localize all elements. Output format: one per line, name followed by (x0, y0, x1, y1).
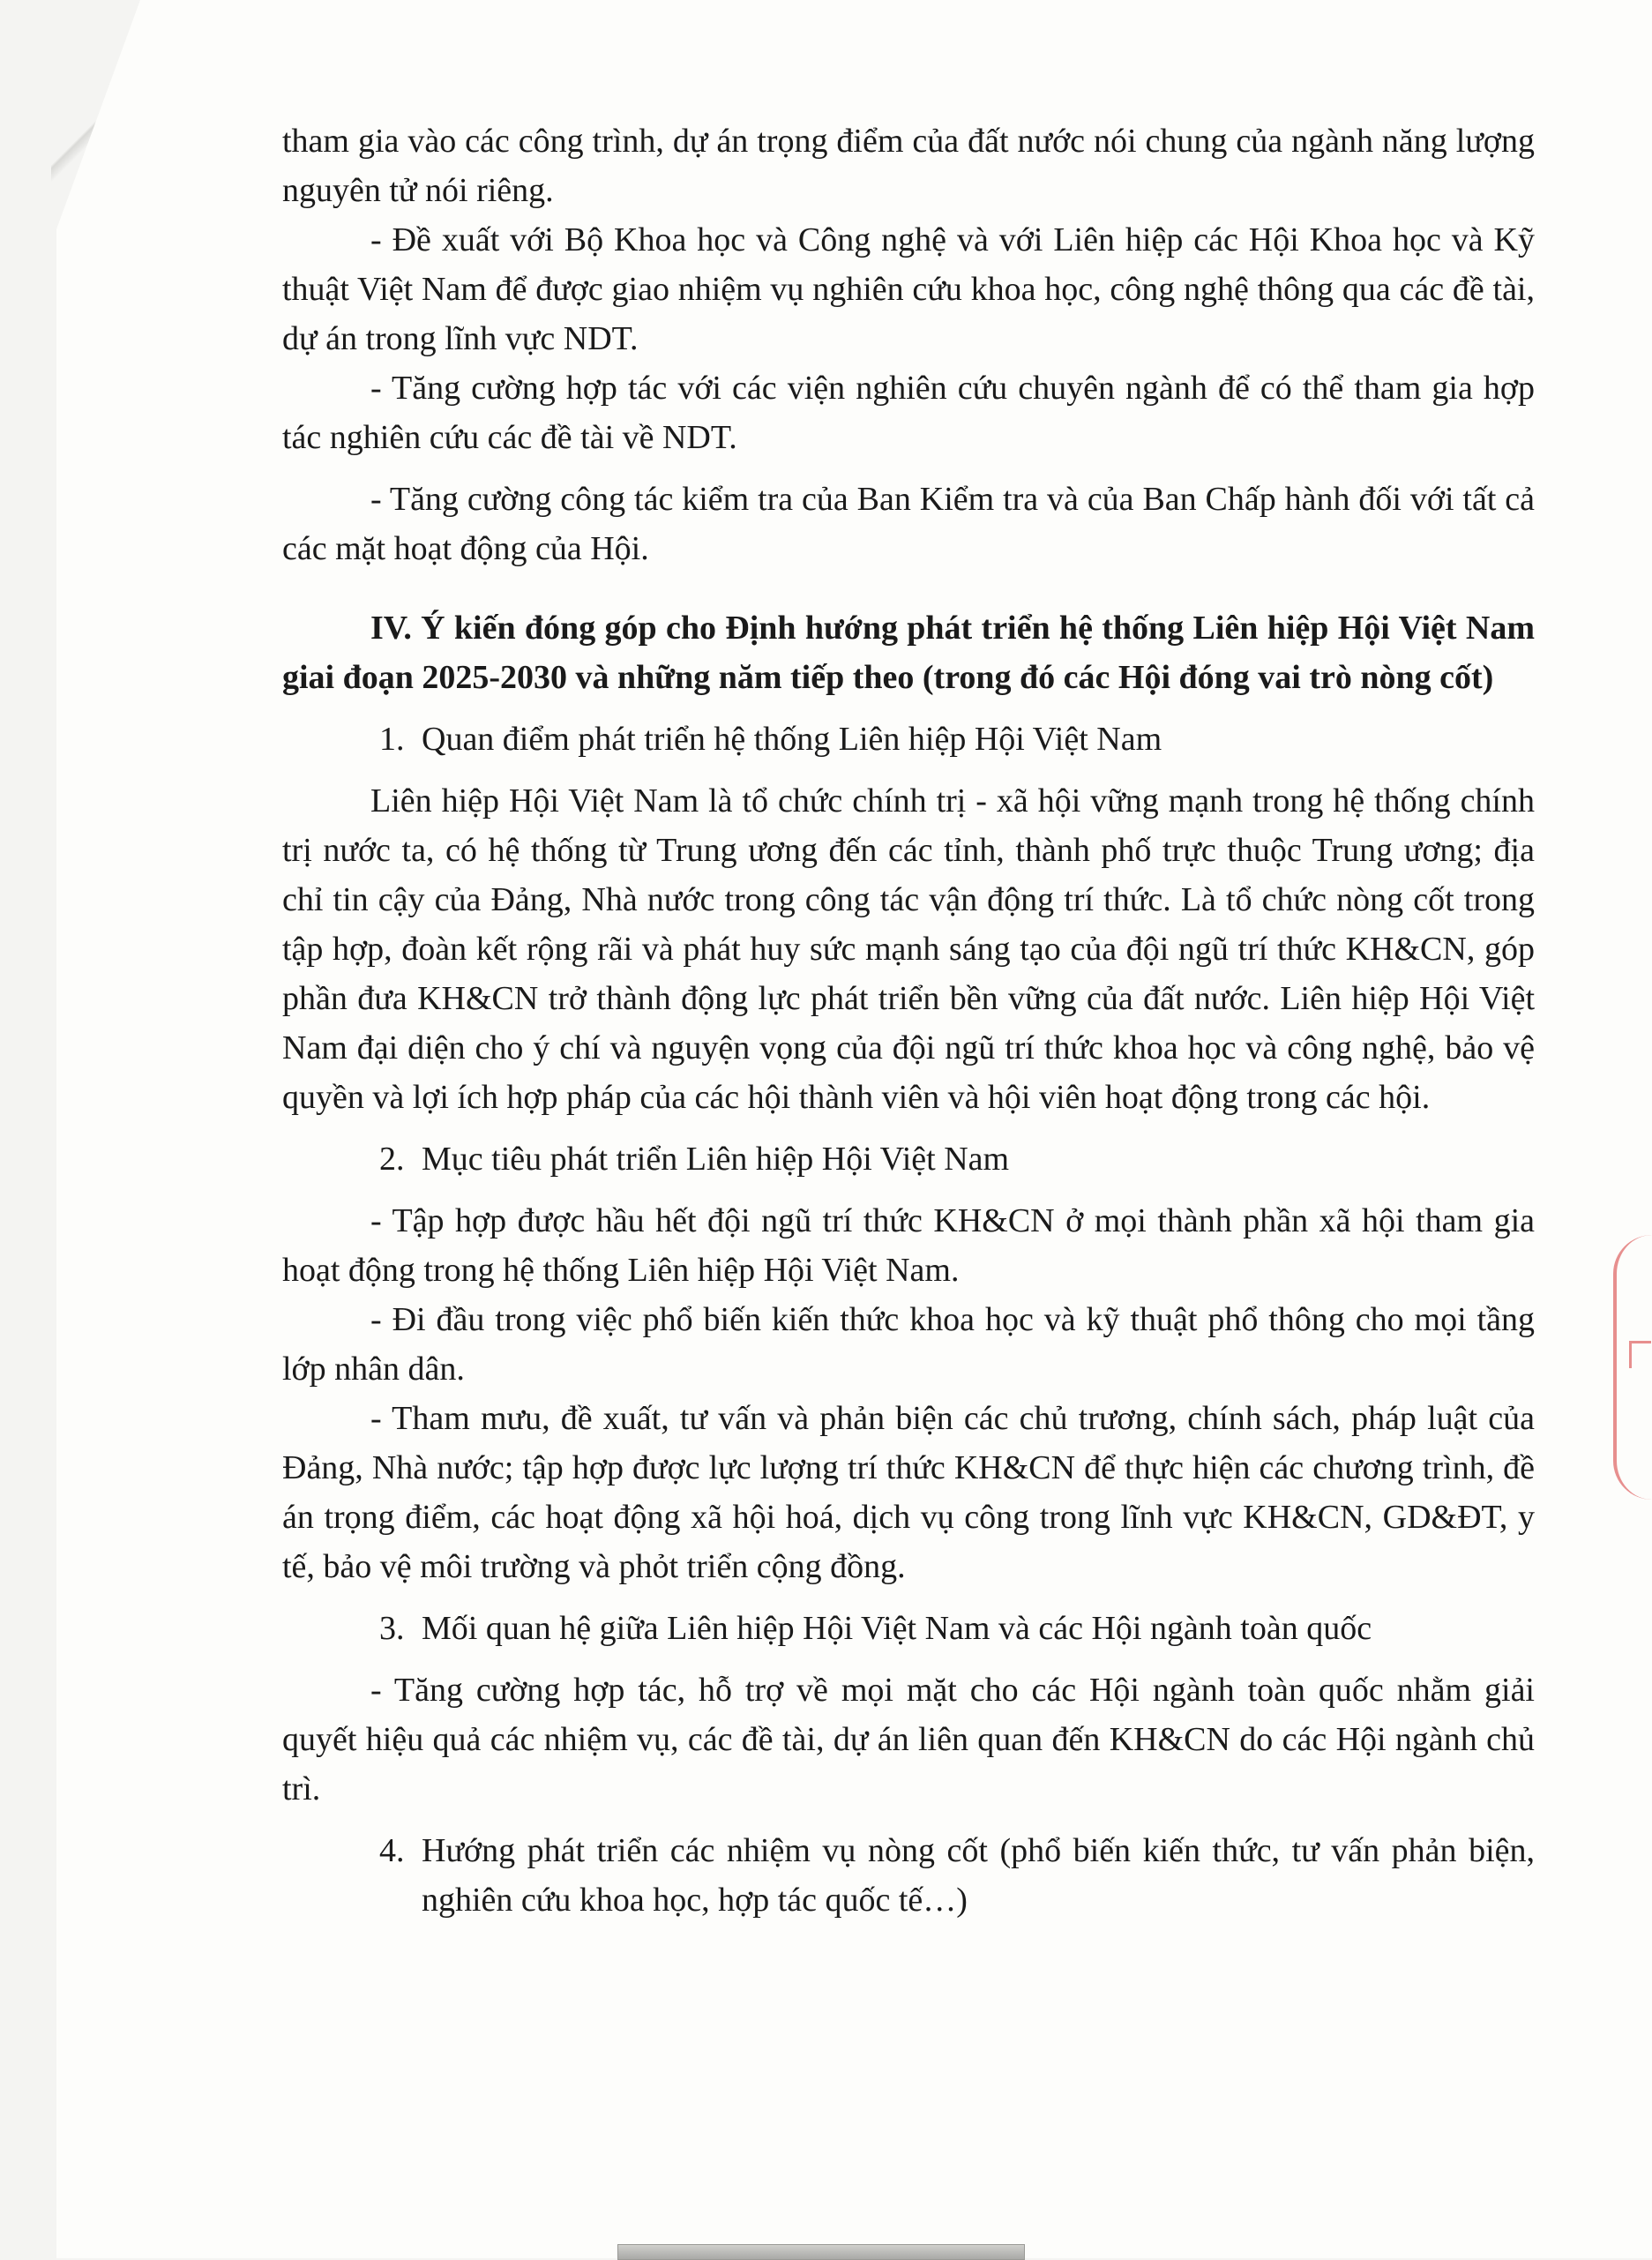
paragraph-3: - Tăng cường hợp tác với các viện nghiên cứu chuyên ngành để có thể tham gia hợp tác nghiên cứu các đề tài về NDT. (282, 370, 1535, 456)
item-4-heading (379, 1826, 1535, 1925)
item-2-paragraph-2: - Đi đầu trong việc phổ biến kiến thức khoa học và kỹ thuật phổ thông cho mọi tầng lớp nhân dân. (282, 1301, 1535, 1388)
red-stamp-fragment (1613, 1235, 1652, 1500)
item-2-paragraph-3: - Tham mưu, đề xuất, tư vấn và phản biện các chủ trương, chính sách, pháp luật của Đảng, Nhà nước; tập hợp được lực lượng trí thức KH&CN để thực hiện các chương trình, đề án trọng điểm, các hoạt động xã hội hoá, dịch vụ công trong lĩnh vực KH&CN, GD&ĐT, y tế, bảo vệ môi trường và phỏt triển cộng đồng. (282, 1400, 1535, 1585)
item-number: 2. (379, 1141, 405, 1178)
item-title: Mục tiêu phát triển Liên hiệp Hội Việt Nam (422, 1141, 1010, 1178)
item-title: Mối quan hệ giữa Liên hiệp Hội Việt Nam và các Hội ngành toàn quốc (422, 1610, 1372, 1647)
item-2-paragraph-1: - Tập hợp được hầu hết đội ngũ trí thức KH&CN ở mọi thành phần xã hội tham gia hoạt động trong hệ thống Liên hiệp Hội Việt Nam. (282, 1202, 1535, 1289)
item-number: 3. (379, 1610, 405, 1647)
item-2-heading (379, 1134, 1535, 1184)
item-title: Quan điểm phát triển hệ thống Liên hiệp Hội Việt Nam (422, 721, 1162, 758)
item-3-heading (379, 1604, 1535, 1653)
paragraph-1: tham gia vào các công trình, dự án trọng điểm của đất nước nói chung của ngành năng lượng nguyên tử nói riêng. (282, 123, 1535, 209)
item-title: Hướng phát triển các nhiệm vụ nòng cốt (phổ biến kiến thức, tư vấn phản biện, nghiên cứu khoa học, hợp tác quốc tế…) (422, 1832, 1535, 1919)
paragraph-4: - Tăng cường công tác kiểm tra của Ban Kiểm tra và của Ban Chấp hành đối với tất cả các mặt hoạt động của Hội. (282, 481, 1535, 567)
section-iv-heading: IV. Ý kiến đóng góp cho Định hướng phát triển hệ thống Liên hiệp Hội Việt Nam giai đoạn 2025-2030 và những năm tiếp theo (trong đó các Hội đóng vai trò nòng cốt) (282, 610, 1535, 696)
item-3-paragraph: - Tăng cường hợp tác, hỗ trợ về mọi mặt cho các Hội ngành toàn quốc nhằm giải quyết hiệu quả các nhiệm vụ, các đề tài, dự án liên quan đến KH&CN do các Hội ngành chủ trì. (282, 1672, 1535, 1807)
item-1-heading (379, 715, 1535, 764)
binder-clip (617, 2244, 1025, 2260)
item-number: 1. (379, 721, 405, 758)
paragraph-2: - Đề xuất với Bộ Khoa học và Công nghệ và với Liên hiệp các Hội Khoa học và Kỹ thuật Việt Nam để được giao nhiệm vụ nghiên cứu khoa học, công nghệ thông qua các đề tài, dự án trong lĩnh vực NDT. (282, 221, 1535, 357)
item-1-paragraph: Liên hiệp Hội Việt Nam là tổ chức chính trị - xã hội vững mạnh trong hệ thống chính trị nước ta, có hệ thống từ Trung ương đến các tỉnh, thành phố trực thuộc Trung ương; địa chỉ tin cậy của Đảng, Nhà nước trong công tác vận động trí thức. Là tổ chức nòng cốt trong tập hợp, đoàn kết rộng rãi và phát huy sức mạnh sáng tạo của đội ngũ trí thức KH&CN, góp phần đưa KH&CN trở thành động lực phát triển bền vững của đất nước. Liên hiệp Hội Việt Nam đại diện cho ý chí và nguyện vọng của đội ngũ trí thức khoa học và công nghệ, bảo vệ quyền và lợi ích hợp pháp của các hội thành viên và hội viên hoạt động trong các hội. (282, 782, 1535, 1116)
document-body (282, 116, 1535, 1925)
item-number: 4. (379, 1832, 405, 1869)
